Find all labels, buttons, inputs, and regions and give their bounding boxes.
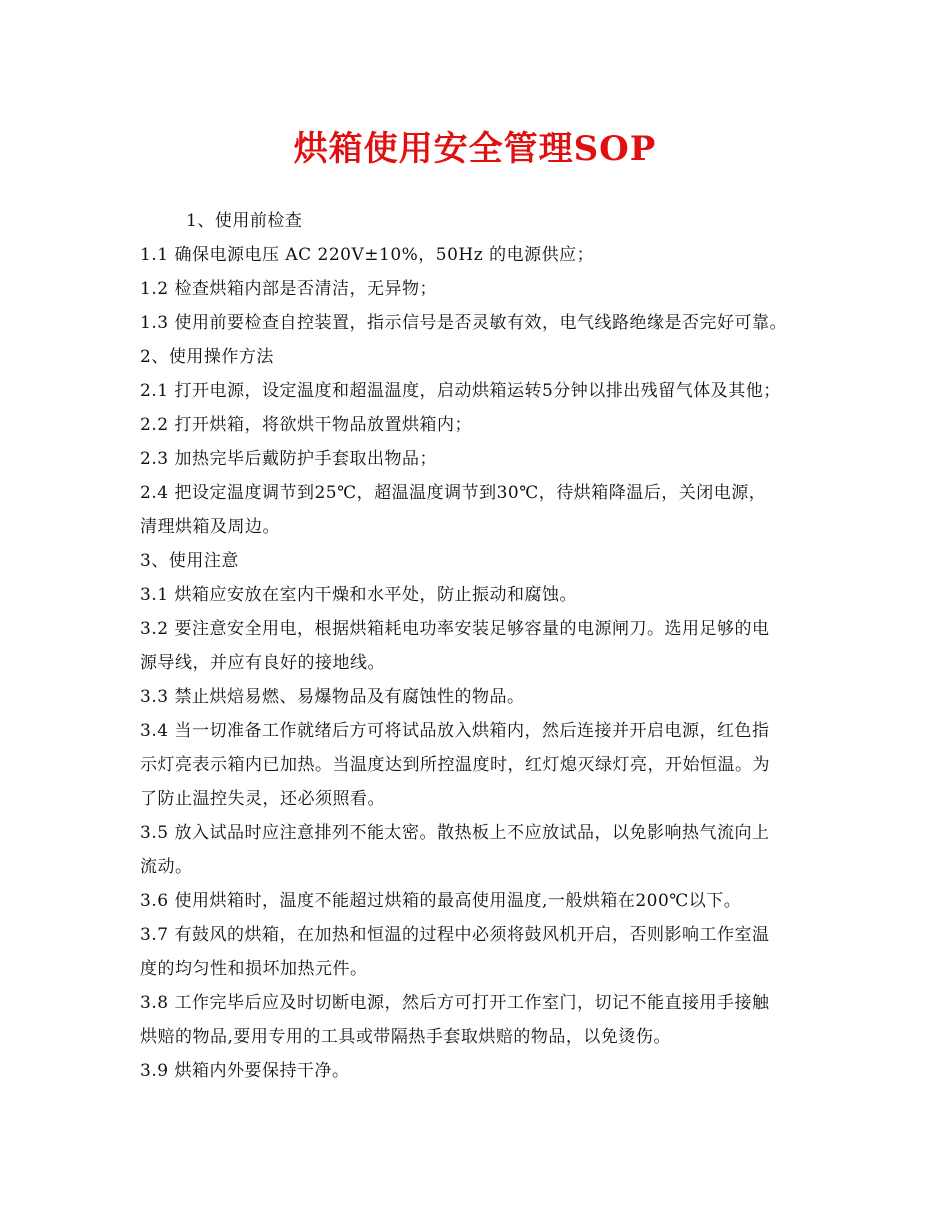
body-line: 烘赔的物品,要用专用的工具或带隔热手套取烘赔的物品，以免烫伤。 — [140, 1027, 671, 1047]
section-heading: 1、使用前检查 — [186, 211, 303, 231]
body-line: 3.1 烘箱应安放在室内干燥和水平处，防止振动和腐蚀。 — [140, 585, 577, 605]
body-line: 3.3 禁止烘焙易燃、易爆物品及有腐蚀性的物品。 — [140, 687, 525, 707]
section-heading: 3、使用注意 — [140, 551, 239, 571]
body-line: 2.4 把设定温度调节到25℃，超温温度调节到30℃，待烘箱降温后，关闭电源， — [140, 483, 767, 503]
section-heading: 2、使用操作方法 — [140, 347, 274, 367]
body-line: 度的均匀性和损坏加热元件。 — [140, 959, 368, 979]
body-line: 1.2 检查烘箱内部是否清洁，无异物； — [140, 279, 437, 299]
body-line: 2.2 打开烘箱，将欲烘干物品放置烘箱内； — [140, 415, 472, 435]
document-title: 烘箱使用安全管理SOP — [293, 129, 657, 169]
body-line: 流动。 — [140, 857, 193, 877]
body-line: 3.4 当一切准备工作就绪后方可将试品放入烘箱内，然后连接并开启电源，红色指 — [140, 721, 770, 741]
body-line: 3.8 工作完毕后应及时切断电源，然后方可打开工作室门，切记不能直接用手接触 — [140, 993, 770, 1013]
body-line: 示灯亮表示箱内已加热。当温度达到所控温度时，红灯熄灭绿灯亮，开始恒温。为 — [140, 755, 770, 775]
body-line: 3.2 要注意安全用电，根据烘箱耗电功率安装足够容量的电源闸刀。选用足够的电 — [140, 619, 770, 639]
body-line: 3.7 有鼓风的烘箱，在加热和恒温的过程中必须将鼓风机开启，否则影响工作室温 — [140, 925, 770, 945]
body-line: 1.3 使用前要检查自控装置，指示信号是否灵敏有效，电气线路绝缘是否完好可靠。 — [140, 313, 787, 333]
body-line: 3.9 烘箱内外要保持干净。 — [140, 1061, 350, 1081]
body-line: 源导线，并应有良好的接地线。 — [140, 653, 385, 673]
body-line: 3.5 放入试品时应注意排列不能太密。散热板上不应放试品，以免影响热气流向上 — [140, 823, 770, 843]
body-line: 清理烘箱及周边。 — [140, 517, 280, 537]
body-line: 2.1 打开电源，设定温度和超温温度，启动烘箱运转5分钟以排出残留气体及其他； — [140, 381, 781, 401]
body-line: 3.6 使用烘箱时，温度不能超过烘箱的最高使用温度,一般烘箱在200℃以下。 — [140, 891, 742, 911]
body-line: 1.1 确保电源电压 AC 220V±10%，50Hz 的电源供应； — [140, 245, 595, 265]
document-body — [140, 204, 830, 1088]
body-line: 了防止温控失灵，还必须照看。 — [140, 789, 385, 809]
body-line: 2.3 加热完毕后戴防护手套取出物品； — [140, 449, 437, 469]
